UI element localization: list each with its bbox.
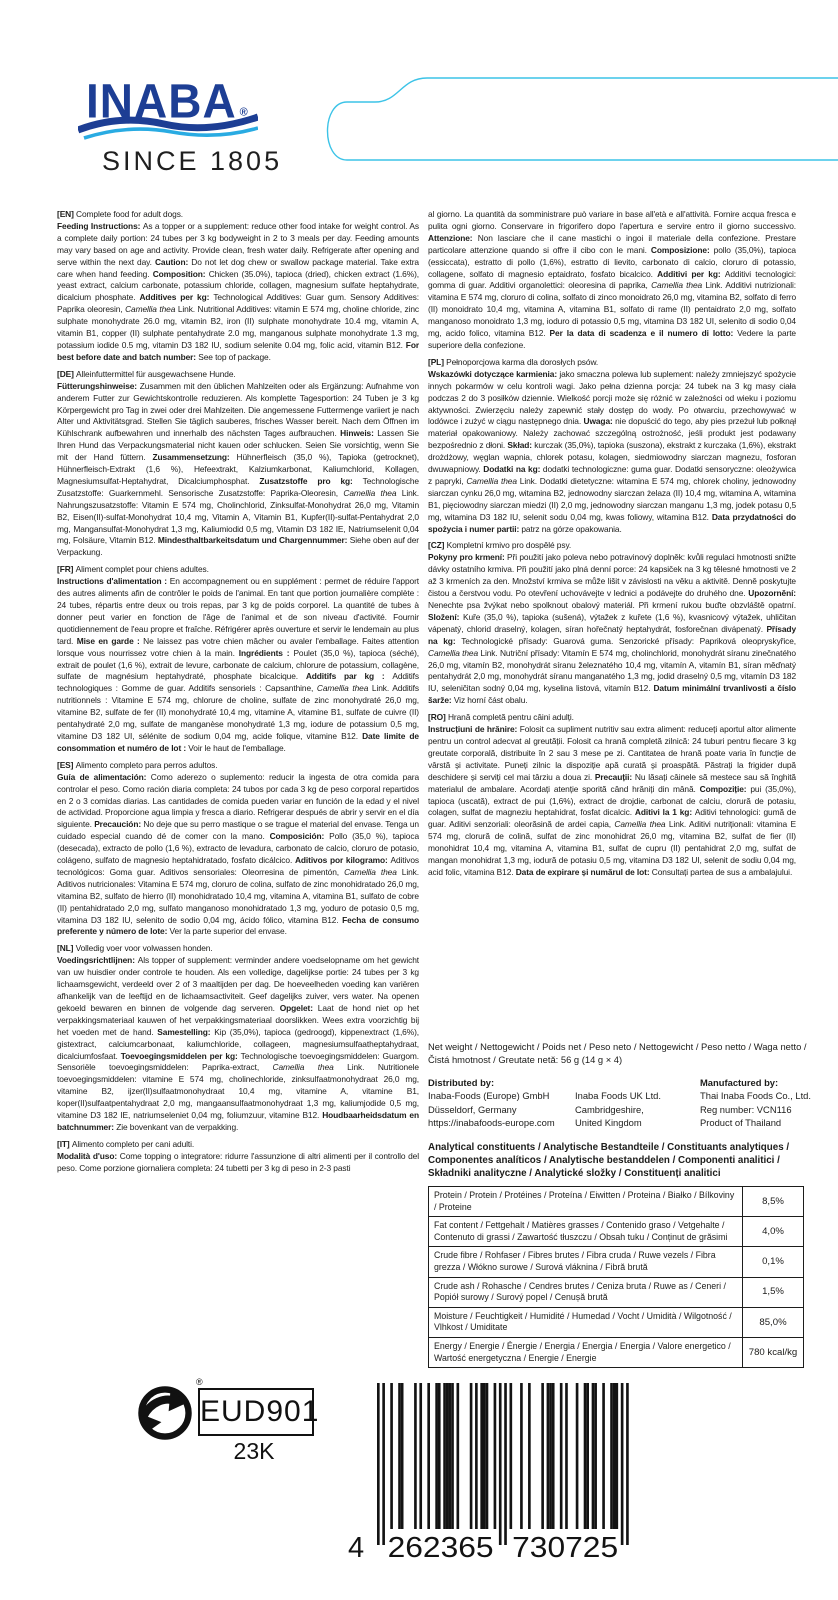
section-head-de: [DE] Alleinfuttermittel für ausgewachsene Hunde. — [57, 368, 236, 379]
analytical-label: Moisture / Feuchtigkeit / Humidité / Humedad / Vocht / Umidità / Wilgotność / Vlhkost / Umiditate — [429, 1307, 743, 1337]
analytical-value: 780 kcal/kg — [743, 1337, 804, 1367]
analytical-label: Crude ash / Rohasche / Cendres brutes / Ceniza bruta / Ruwe as / Ceneri / Popiół surowy / Surový popel / Cenușă brută — [429, 1277, 743, 1307]
green-dot-registered-icon: ® — [196, 1377, 203, 1387]
distributed-by-label: Distributed by: — [428, 1077, 495, 1088]
manufacturer-origin: Product of Thailand — [700, 1117, 782, 1129]
logo-wave-icon — [78, 112, 258, 148]
section-body-nl: Voedingsrichtlijnen: Als topper of supplement: verminder andere voedselopname om het gewicht van uw huisdier onder controle te houden. Als een volledige, dagelijkse portie: 24 tubes per 3 kg lichaamsgewicht, verdeeld over 2 of 3 maaltijden per dag. De hoeveelheden voeding kan variëren afhankelijk van de leeftijd en de lichaamsactiviteit. Geef dagelijks zuiver, vers water. Na openen gekoeld bewaren en binnen de volgende dag serveren. Opgelet: Laat de hond niet op het verpakkingsmateriaal kauwen of het verpakkingsmateriaal doorslikken. Wees extra voorzichtig bij het voeden met de hand. Samestelling: Kip (35,0%), tapioca (gedroogd), kippenextract (1,6%), gistextract, calciumcarbonaat, kaliumchloride, collageen, magnesiumsulfaatheptahydraat, dicalciumfosfaat. Toevoegingsmiddelen per kg: Technologische toevoegingsmiddelen: Guargom. Sensoriële toevoegingsmiddelen: Paprika-extract, Camellia thea Link. Nutritionele toevoegingsmiddelen: vitamine E 574 mg, cholinechloride, zinksulfaatmonohydraat 26,0 mg, vitamine B2, ijzer(II)sulfaatmonohydraat 10,4 mg, vitamine A, vitamine B1, koper(II)sulfaatpentahydraat 2,0 mg, mangaansulfaatmonohydraat 1,3 mg, kaliumjodide 0,5 mg, vitamine D3 182 IE, natriumseleniet 0,04 mg, foliumzuur, vitamine B12. Houdbaarheidsdatum en batchnummer: Zie bovenkant van de verpakking. — [57, 955, 419, 1132]
analytical-label: Protein / Protein / Protéines / Proteína / Eiwitten / Proteina / Białko / Bílkoviny / Proteine — [429, 1187, 743, 1217]
distributor-uk-city: Cambridgeshire, — [575, 1103, 644, 1115]
section-head-ro: [RO] Hrană completă pentru câini adulți. — [428, 712, 574, 723]
analytical-row — [429, 1187, 804, 1217]
section-body-de: Fütterungshinweise: Zusammen mit den üblichen Mahlzeiten oder als Ergänzung: Aufnahme von anderem Futter zur Gewichtskontrolle reduzieren. Als komplette Tagesportion: 24 Tuben je 3 kg Körpergewicht pro Tag in zwei oder drei Mahlzeiten. Die angemessene Futtermenge variiert je nach Alter und Aktivitätsgrad. Stellen Sie täglich sauberes, frisches Wasser bereit. Nach dem Öffnen im Kühlschrank aufbewahren und innerhalb des nächsten Tages aufbrauchen. Hinweis: Lassen Sie Ihren Hund das Verpackungsmaterial nicht kauen oder schlucken. Seien Sie vorsichtig, wenn Sie mit der Hand füttern. Zusammensetzung: Hühnerfleisch (35,0 %), Tapioka (getrocknet), Hühnerfleisch-Extrakt (1,6 %), Hefeextrakt, Kalziumkarbonat, Kaliumchlorid, Kollagen, Magnesiumsulfat-Heptahydrat, Dicalciumphosphat. Zusatzstoffe pro kg: Technologische Zusatzstoffe: Guarkernmehl. Sensorische Zusatzstoffe: Paprika-Oleoresin, Camellia thea Link. Nahrungszusatzstoffe: Vitamin E 574 mg, Cholinchlorid, Zinksulfat-Monohydrat 26,0 mg, Vitamin B2, Eisen(II)-sulfat-Monohydrat 10,4 mg, Vitamin A, Vitamin B1, Kupfer(II)-sulfat-Pentahydrat 2,0 mg, Mangansulfat-Monohydrat 1,3 mg, Kaliumiodid 0,5 mg, Vitamin D3 182 IE, Natriumselenit 0,04 mg, Folsäure, Vitamin B12. Mindesthaltbarkeitsdatum und Chargennummer: Siehe oben auf der Verpackung. — [57, 380, 419, 558]
section-pl — [428, 357, 796, 536]
section-body-it-cont: al giorno. La quantità da somministrare può variare in base all'età e all'attività. Fornire acqua fresca e pulita ogni giorno. Conservare in frigorifero dopo l'apertura e servire entro il giorno successivo. Attenzione: Non lasciare che il cane mastichi o ingoi il materiale della confezione. Prestare particolare attenzione quando si offre il cibo con le mani. Composizione: pollo (35,0%), tapioca (essiccata), estratto di pollo (1,6%), estratto di lievito, carbonato di calcio, cloruro di potassio, collagene, solfato di magnesio eptaidrato, fosfato bicalcico. Additivi per kg: Additivi tecnologici: gomma di guar. Additivi organolettici: oleoresina di paprika, Camellia thea Link. Additivi nutrizionali: vitamina E 574 mg, cloruro di colina, solfato di zinco monoidrato 26,0 mg, vitamina B2, solfato di ferro (II) monoidrato 10,4 mg, vitamina A, vitamina B1, solfato di rame (II) pentaidrato 2,0 mg, solfato manganoso monoidrato 1,3 mg, ioduro di potassio 0,5 mg, vitamina D3 182 UI, selenito di sodio 0,04 mg, acido folico, vitamina B12. Per la data di scadenza e il numero di lotto: Vedere la parte superiore della confezione. — [428, 209, 796, 350]
analytical-row — [429, 1277, 804, 1307]
distributor-eu-city: Düsseldorf, Germany — [428, 1103, 517, 1115]
section-en — [57, 209, 419, 364]
distributor-uk-block — [575, 1076, 695, 1130]
section-it-cont — [428, 209, 796, 352]
section-de — [57, 369, 419, 560]
section-head-cz: [CZ] Kompletní krmivo pro dospělé psy. — [428, 540, 572, 551]
analytical-row — [429, 1247, 804, 1277]
section-head-pl: [PL] Pełnoporcjowa karma dla dorosłych psów. — [428, 356, 599, 367]
analytical-title: Analytical constituents / Analytische Bestandteile / Constituants analytiques / Componentes analíticos / Analytische bestanddelen / Componenti analitici / Składniki analityczne / Analytické složky / Constituenți analitici — [428, 1142, 790, 1180]
svg-text:730725: 730725 — [512, 1532, 619, 1563]
section-cz — [428, 540, 796, 707]
manufacturer-name: Thai Inaba Foods Co., Ltd. — [700, 1090, 812, 1102]
ean13-barcode — [318, 1381, 640, 1563]
section-it — [57, 1139, 419, 1175]
analytical-row — [429, 1307, 804, 1337]
distributor-eu-name: Inaba-Foods (Europe) GmbH — [428, 1090, 550, 1102]
distributor-uk-name: Inaba Foods UK Ltd. — [575, 1090, 661, 1102]
analytical-label: Energy / Energie / Énergie / Energia / Energia / Energia / Valore energetico / Wartość energetyczna / Energie / Energie — [429, 1337, 743, 1367]
analytical-value: 4,0% — [743, 1217, 804, 1247]
section-body-cz: Pokyny pro krmení: Při použití jako poleva nebo potravinový doplněk: kvůli regulaci hmotnosti snižte dávky ostatního krmiva. Při použití jako plná denní porce: 24 kapsiček na 3 kg tělesné hmotnosti ve 2 až 3 krmeních za den. Množství krmiva se může lišit v závislosti na věku a aktivitě. Denně poskytujte čistou a čerstvou vodu. Po otevření uchovávejte v lednici a podávejte do druhého dne. Upozornění: Nenechte psa žvýkat nebo spolknout obalový materiál. Při krmení rukou buďte obzvláště opatrní. Složení: Kuře (35,0 %), tapioka (sušená), výtažek z kuřete (1,6 %), kvasnicový výtažek, uhličitan vápenatý, chlorid draselný, kolagen, síran hořečnatý heptahydrát, fosforečnan divápenatý. Přísady na kg: Technologické přísady: Guarová guma. Senzorické přísady: Papriková oleopryskyřice, Camellia thea Link. Nutriční přísady: Vitamín E 574 mg, cholinchlorid, monohydrát síranu zinečnatého 26,0 mg, vitamín B2, monohydrát síranu železnatého 10,4 mg, vitamín A, vitamín B1, síran měďnatý pentahydrát 2,0 mg, monohydrát síranu manganatého 1,3 mg, jodid draselný 0,5 mg, vitamín D3 182 IU, seleničitan sodný 0,04 mg, kyselina listová, vitamín B12. Datum minimální trvanlivosti a číslo šarže: Viz horní část obalu. — [428, 552, 796, 706]
section-body-pl: Wskazówki dotyczące karmienia: jako smaczna polewa lub suplement: należy zmniejszyć spożycie innych pokarmów w celu kontroli wagi. Jako pełna dzienna porcja: 24 tubek na 3 kg masy ciała podczas 2 do 3 posiłków dziennie. Wielkość porcji może się różnić w zależności od wieku i poziomu aktywności. Zwierzęciu należy zapewnić stały dostęp do wody. Po otwarciu, przechowywać w lodówce i zużyć w ciągu następnego dnia. Uwaga: nie dopuścić do tego, aby pies przeżuł lub połknął materiał opakowaniowy. Należy zachować szczególną ostrożność, jeśli produkt jest podawany bezpośrednio z dłoni. Skład: kurczak (35,0%), tapioka (suszona), ekstrakt z kurczaka (1,6%), ekstrakt drożdżowy, węglan wapnia, chlorek potasu, kolagen, siedmiowodny siarczan magnezu, fosforan dwuwapniowy. Dodatki na kg: dodatki technologiczne: guma guar. Dodatki sensoryczne: oleożywica z papryki, Camellia thea Link. Dodatki dietetyczne: witamina E 574 mg, chlorek choliny, jednowodny siarczan cynku 26,0 mg, witamina B2, jednowodny siarczan żelaza (II) 10,4 mg, witamina A, witamina B1, pięciowodny siarczan miedzi (II) 2,0 mg, jednowodny siarczan manganu 1,3 mg, jodek potasu 0,5 mg, witamina D3 182 IU, selenit sodu 0,04 mg, kwas foliowy, witamina B12. Data przydatności do spożycia i numer partii: patrz na górze opakowania. — [428, 368, 796, 534]
analytical-row — [429, 1337, 804, 1367]
brand-name: INABA — [86, 73, 237, 129]
analytical-value: 1,5% — [743, 1277, 804, 1307]
registered-trademark-icon: ® — [239, 106, 249, 119]
diecut-outline — [305, 72, 838, 167]
section-body-en: Feeding Instructions: As a topper or a supplement: reduce other food intake for weight control. As a complete daily portion: 24 tubes per 3 kg bodyweight in 2 to 3 meals per day. Feeding amounts may vary based on age and activity. Provide clean, fresh water daily. Refrigerate after opening and serve within the next day. Caution: Do not let dog chew or swallow package material. Take extra care when hand feeding. Composition: Chicken (35.0%), tapioca (dried), chicken extract (1.6%), yeast extract, calcium carbonate, potassium chloride, collagen, magnesium sulfate heptahydrate, dicalcium phosphate. Additives per kg: Technological Additives: Guar gum. Sensory Additives: Paprika oleoresin, Camellia thea Link. Nutritional Additives: vitamin E 574 mg, choline chloride, zinc sulphate monohydrate 26.0 mg, vitamin B2, iron (II) sulphate monohydrate 10.4 mg, vitamin A, vitamin B1, copper (II) sulphate pentahydrate 2.0 mg, manganous sulphate monohydrate 1.3 mg, potassium iodide 0.5 mg, vitamin D3 182 IU, sodium selenite 0.04 mg, folic acid, vitamin B12. For best before date and batch number: See top of package. — [57, 220, 419, 362]
analytical-table — [428, 1186, 804, 1368]
analytical-label: Fat content / Fettgehalt / Matières grasses / Contenido graso / Vetgehalte / Contenuto di grassi / Zawartość tłuszczu / Obsah tuku / Conținut de grăsimi — [429, 1217, 743, 1247]
manufacturer-reg-number: Reg number: VCN116 — [700, 1103, 792, 1115]
distributor-eu-url: https://inabafoods-europe.com — [428, 1117, 555, 1129]
section-head-en: [EN] Complete food for adult dogs. — [57, 209, 184, 219]
section-head-fr: [FR] Aliment complet pour chiens adultes. — [57, 564, 209, 575]
section-head-es: [ES] Alimento completo para perros adultos. — [57, 759, 218, 770]
batch-code: 23K — [233, 1438, 275, 1464]
analytical-row — [429, 1217, 804, 1247]
section-nl — [57, 943, 419, 1134]
section-body-it: Modalità d'uso: Come topping o integratore: ridurre l'assunzione di altri alimenti per il controllo del peso. Come porzione giornaliera completa: 24 tubetti per 3 kg di peso in 2-3 pasti — [57, 1150, 419, 1173]
manufactured-by-label: Manufactured by: — [700, 1077, 779, 1088]
section-fr — [57, 564, 419, 755]
distributed-by-block — [428, 1076, 588, 1130]
section-ro — [428, 712, 796, 879]
brand-since: SINCE 1805 — [102, 146, 283, 176]
section-body-es: Guía de alimentación: Como aderezo o suplemento: reducir la ingesta de otra comida para controlar el peso. Como ración diaria completa: 24 tubos por cada 3 kg de peso corporal repartidos en 2 o 3 comidas diarias. Las cantidades de comida pueden variar en función de la edad y el nivel de actividad. Proporcione agua limpia y fresca a diario. Refrigerar después de abrir y servir en el día siguiente. Precaución: No deje que su perro mastique o se trague el material del envase. Tenga un cuidado especial cuando dé de comer con la mano. Composición: Pollo (35,0 %), tapioca (desecada), extracto de pollo (1,6 %), extracto de levadura, carbonato de calcio, cloruro de potasio, colágeno, sulfato de magnesio heptahidratado, fosfato dicálcico. Aditivos por kilogramo: Aditivos tecnológicos: Goma guar. Aditivos sensoriales: Oleorresina de pimentón, Camellia thea Link. Aditivos nutricionales: Vitamina E 574 mg, cloruro de colina, sulfato de zinc monohidratado 26,0 mg, vitamina B2, sulfato de hierro (II) monohidratado 10,4 mg, vitamina A, vitamina B1, sulfato de cobre (II) pentahidratado 2,0 mg, sulfato manganoso monohidratado 1,3 mg, yoduro de potasio 0,5 mg, vitamina D3 182 IU, selenito de sodio 0,04 mg, ácido fólico, vitamina B12. Fecha de consumo preferente y número de lote: Ver la parte superior del envase. — [57, 771, 419, 937]
text-column-right — [428, 209, 796, 1031]
net-weight: Net weight / Nettogewicht / Poids net / Peso neto / Nettogewicht / Peso netto / Waga netto / Čistá hmotnost / Greutate netă: 56 g (14 g × 4) — [428, 1041, 807, 1065]
text-column-left — [57, 209, 419, 1371]
distributor-uk-country: United Kingdom — [575, 1117, 642, 1129]
green-dot-recycling-icon — [136, 1384, 194, 1442]
section-head-nl: [NL] Volledig voer voor volwassen honden. — [57, 943, 213, 954]
svg-text:262365: 262365 — [387, 1532, 494, 1563]
analytical-value: 85,0% — [743, 1307, 804, 1337]
section-es — [57, 760, 419, 939]
svg-text:4: 4 — [348, 1532, 365, 1563]
section-body-fr: Instructions d'alimentation : En accompagnement ou en supplément : permet de réduire l'apport des autres aliments afin de contrôler le poids de l'animal. En tant que portion journalière complète : 24 tubes, répartis entre deux ou trois repas, par 3 kg de poids corporel. La quantité de tubes à donner peut varier en fonction de l'âge de l'animal et de son niveau d'activité. Fournir quotidiennement de l'eau propre et fraîche. Réfrigérer après ouverture et servir le lendemain au plus tard. Mise en garde : Ne laissez pas votre chien mâcher ou avaler l'emballage. Faites attention lorsque vous nourrissez votre chien à la main. Ingrédients : Poulet (35,0 %), tapioca (séché), extrait de poulet (1,6 %), extrait de levure, carbonate de calcium, chlorure de potassium, collagène, sulfate de magnésium heptahydraté, phosphate bicalcique. Additifs par kg : Additifs technologiques : Gomme de guar. Additifs sensoriels : Capsanthine, Camellia thea Link. Additifs nutritionnels : Vitamine E 574 mg, chlorure de choline, sulfate de zinc monohydraté 26,0 mg, vitamine B2, sulfate de fer (II) monohydraté 10,4 mg, vitamine A, vitamine B1, sulfate de cuivre (II) pentahydraté 2,0 mg, sulfate de manganèse monohydraté 1,3 mg, iodure de potassium 0,5 mg, vitamine D3 182 UI, sélénite de sodium 0,04 mg, acide folique, vitamine B12. Date limite de consommation et numéro de lot : Voir le haut de l'emballage. — [57, 576, 419, 753]
analytical-label: Crude fibre / Rohfaser / Fibres brutes / Fibra cruda / Ruwe vezels / Fibra grezza / Włókno surowe / Surová vláknina / Fibră brută — [429, 1247, 743, 1277]
recycle-code-box: EUD901 — [198, 1388, 314, 1436]
manufactured-by-block — [700, 1076, 830, 1130]
analytical-value: 0,1% — [743, 1247, 804, 1277]
section-body-ro: Instrucțiuni de hrănire: Folosit ca supliment nutritiv sau extra aliment: reduceți aportul altor alimente pentru un control adecvat al greutății. Folosit ca hrană completă zilnică: 24 tuburi pentru fiecare 3 kg greutate corporală, distribuite în 2 sau 3 mese pe zi. Cantitatea de hrană poate varia în funcție de vârstă și activitate. Puneți zilnic la dispoziție apă curată și proaspătă. Păstrați la frigider după deschidere și serviți cel mai târziu a doua zi. Precauții: Nu lăsați câinele să mestece sau să înghită materialul de ambalare. Acordați atenție sporită când hrăniți din mână. Compoziție: pui (35,0%), tapioca (uscată), extract de pui (1,6%), extract de drojdie, carbonat de calciu, clorură de potasiu, colagen, sulfat de magneziu heptahidrat, fosfat dicalcic. Aditivi la 1 kg: Aditivi tehnologici: gumă de guar. Aditivi senzoriali: oleorăsină de ardei capia, Camellia thea Link. Aditivi nutriționali: vitamina E 574 mg, clorură de colină, sulfat de zinc monohidrat 26,0 mg, vitamina B2, sulfat de fier (II) monohidrat 10,4 mg, vitamina A, vitamina B1, sulfat de cupru (II) pentahidrat 2,0 mg, sulfat de mangan monohidrat 1,3 mg, iodură de potasiu 0,5 mg, vitamina D3 182 UI, selenit de sodiu 0,04 mg, acid folic, vitamina B12. Data de expirare și numărul de lot: Consultați partea de sus a ambalajului. — [428, 724, 796, 877]
section-head-it: [IT] Alimento completo per cani adulti. — [57, 1138, 195, 1149]
analytical-value: 8,5% — [743, 1187, 804, 1217]
